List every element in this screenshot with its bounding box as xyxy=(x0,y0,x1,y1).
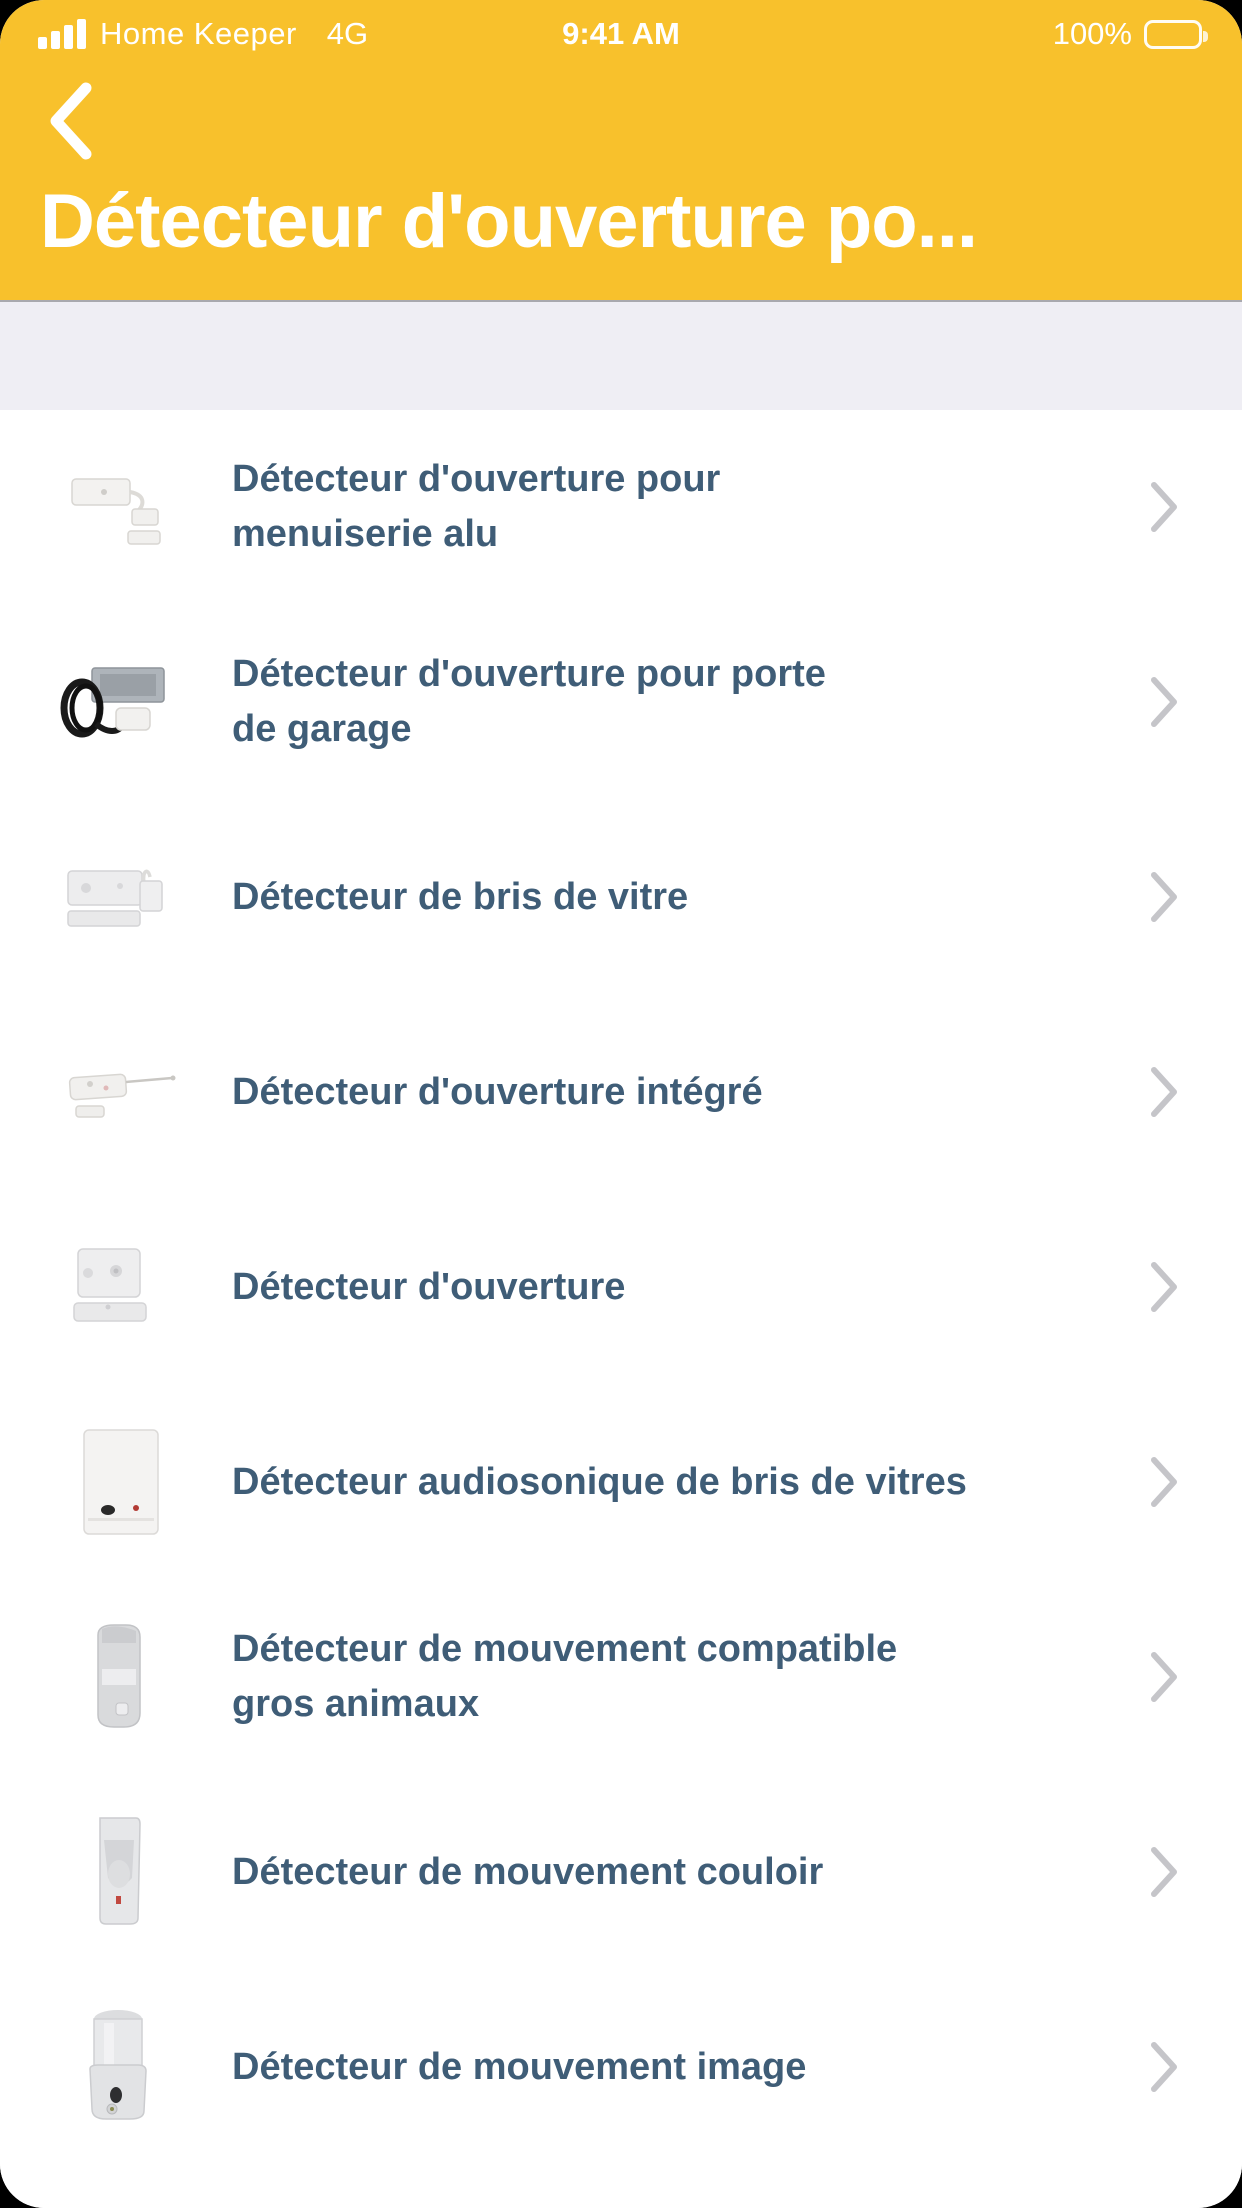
list-item[interactable] xyxy=(0,605,1242,800)
garage-door-opening-sensor-photo xyxy=(60,637,180,767)
motion-sensor-image-photo xyxy=(60,2002,180,2132)
list-item-title: Détecteur d'ouverture xyxy=(232,1265,626,1308)
chevron-right-icon xyxy=(1148,481,1180,533)
chevron-right-icon xyxy=(1148,676,1180,728)
list-item-title: Détecteur de bris de vitre xyxy=(232,875,689,918)
list-item[interactable] xyxy=(0,1385,1242,1580)
list-item[interactable] xyxy=(0,1580,1242,1775)
list-item-title: Détecteur de mouvement image xyxy=(232,2045,807,2088)
list-item[interactable] xyxy=(0,1775,1242,1970)
network-type-label: 4G xyxy=(326,16,369,51)
audiosonic-glass-break-sensor-photo xyxy=(60,1417,180,1547)
chevron-right-icon xyxy=(1148,2041,1180,2093)
chevron-right-icon xyxy=(1148,871,1180,923)
list-item-title: Détecteur audiosonique de bris de vitres xyxy=(232,1460,967,1503)
list-item-title: Détecteur d'ouverture pour porte de garage xyxy=(232,653,826,751)
list-item[interactable] xyxy=(0,410,1242,605)
status-bar xyxy=(0,0,1242,62)
section-spacer xyxy=(0,300,1242,410)
list-item-title: Détecteur d'ouverture pour menuiserie alu xyxy=(232,458,721,556)
opening-sensor-photo xyxy=(60,1222,180,1352)
product-list xyxy=(0,410,1242,2208)
page-title: Détecteur d'ouverture po... xyxy=(40,180,978,264)
battery-percent-label: 100% xyxy=(1052,16,1132,51)
battery-full-icon xyxy=(1144,20,1202,49)
list-item-title: Détecteur de mouvement couloir xyxy=(232,1850,824,1893)
list-item-title: Détecteur de mouvement compatible gros animaux xyxy=(232,1628,898,1726)
opening-sensor-alu-photo xyxy=(60,442,180,572)
chevron-right-icon xyxy=(1148,1066,1180,1118)
list-item-title: Détecteur d'ouverture intégré xyxy=(232,1070,763,1113)
motion-sensor-large-pets-photo xyxy=(60,1612,180,1742)
list-item[interactable] xyxy=(0,1970,1242,2165)
chevron-right-icon xyxy=(1148,1456,1180,1508)
glass-break-sensor-photo xyxy=(60,832,180,962)
integrated-opening-sensor-photo xyxy=(60,1027,180,1157)
app-header xyxy=(0,0,1242,300)
list-item[interactable] xyxy=(0,1190,1242,1385)
clock-label: 9:41 AM xyxy=(562,16,680,51)
chevron-left-icon xyxy=(44,80,96,162)
carrier-label: Home Keeper xyxy=(100,16,297,51)
chevron-right-icon xyxy=(1148,1261,1180,1313)
back-button[interactable] xyxy=(44,76,114,166)
chevron-right-icon xyxy=(1148,1846,1180,1898)
list-item[interactable] xyxy=(0,800,1242,995)
chevron-right-icon xyxy=(1148,1651,1180,1703)
motion-sensor-corridor-photo xyxy=(60,1807,180,1937)
list-item[interactable] xyxy=(0,995,1242,1190)
